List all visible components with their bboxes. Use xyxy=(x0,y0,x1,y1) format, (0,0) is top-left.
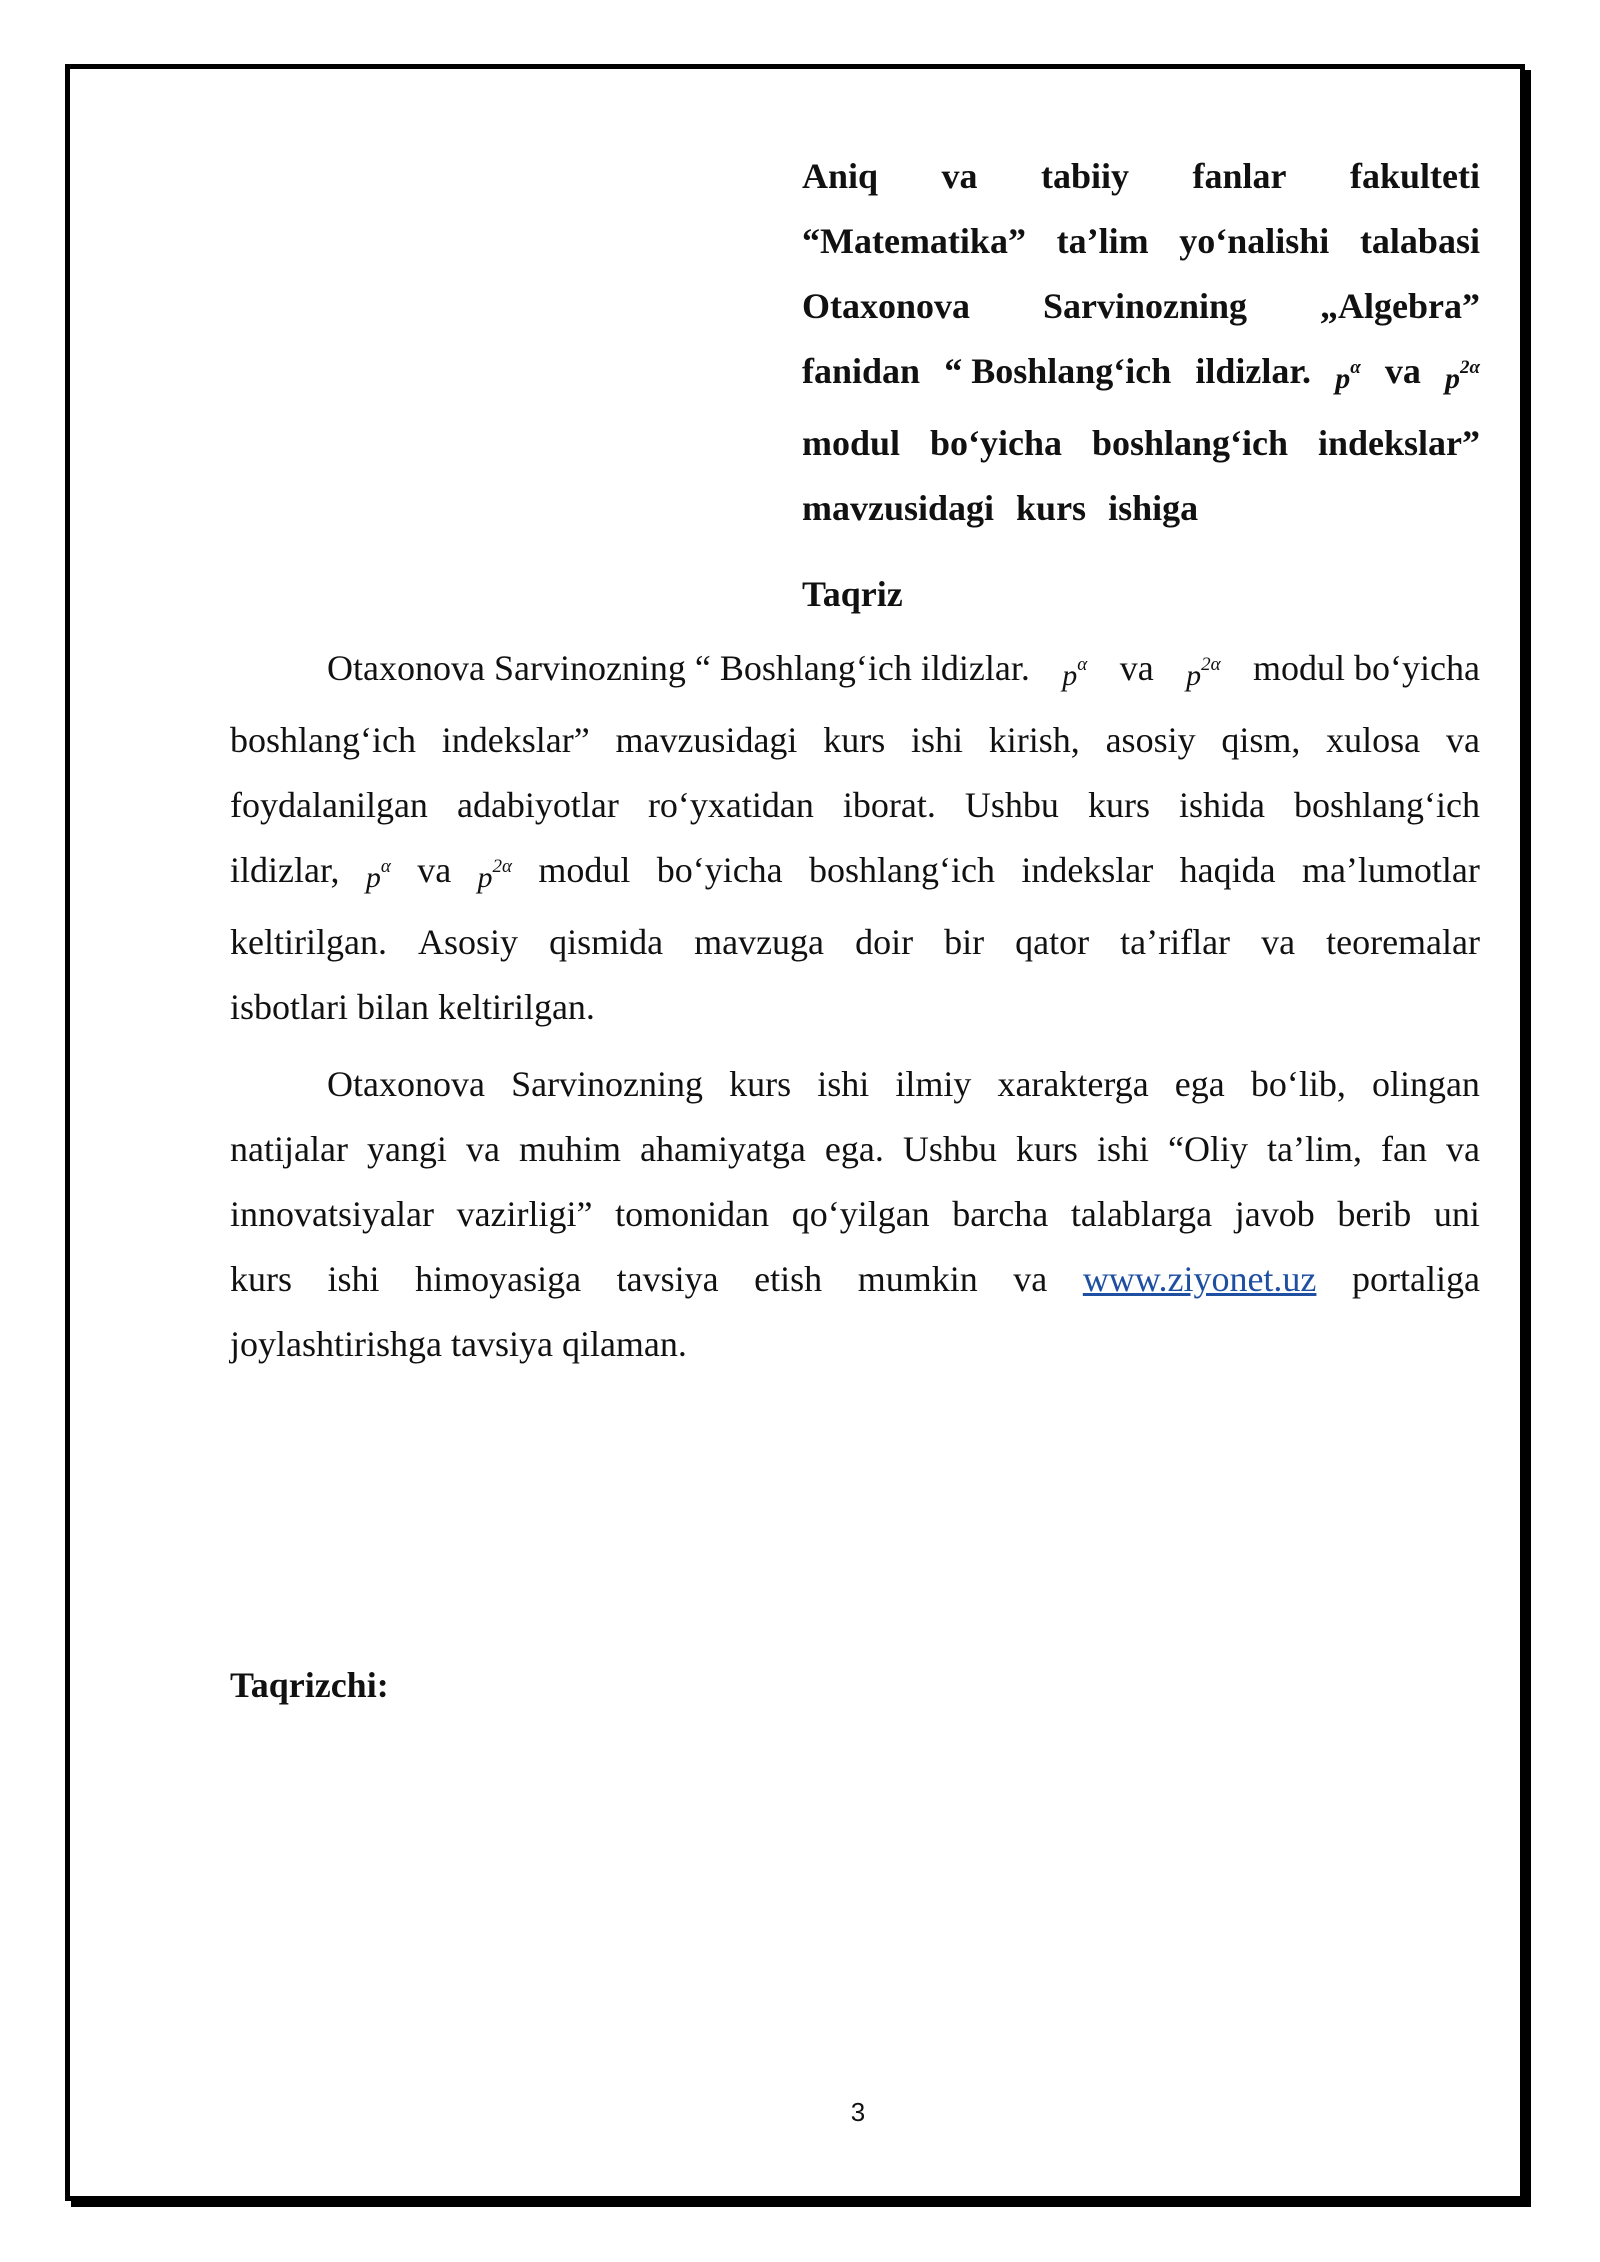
word: vazirligi” xyxy=(456,1194,593,1234)
word: kurs xyxy=(823,720,886,760)
word: qator xyxy=(1015,922,1090,962)
word: iborat. xyxy=(842,785,936,825)
word: ishi xyxy=(910,720,963,760)
word: etish xyxy=(754,1259,823,1299)
math-p-2alpha: $p^{2\alpha}$ xyxy=(477,856,512,894)
word: kurs xyxy=(729,1064,792,1104)
word: ro‘yxatidan xyxy=(647,785,814,825)
word: qism, xyxy=(1221,720,1301,760)
word: asosiy xyxy=(1105,720,1196,760)
word: innovatsiyalar xyxy=(230,1194,434,1234)
word: kurs xyxy=(1087,785,1150,825)
heading-line xyxy=(802,274,1480,339)
word: modul xyxy=(802,423,901,463)
word: boshlang‘ich xyxy=(1091,423,1289,463)
word: keltirilgan. xyxy=(230,922,387,962)
word: teoremalar xyxy=(1326,922,1480,962)
word: tomonidan xyxy=(615,1194,770,1234)
word: ahamiyatga xyxy=(639,1129,806,1169)
paragraph-2 xyxy=(230,1052,1480,1377)
math-p-2alpha: $p^{2\alpha}$ xyxy=(1186,654,1221,692)
word: kirish, xyxy=(988,720,1080,760)
word: Aniq xyxy=(802,156,879,196)
paragraph-line xyxy=(230,1247,1480,1312)
heading-line xyxy=(802,339,1480,411)
word: tabiiy xyxy=(1041,156,1130,196)
word: ta’riflar xyxy=(1120,922,1231,962)
word: doir xyxy=(855,922,914,962)
word: ishi xyxy=(327,1259,380,1299)
word: talablarga xyxy=(1070,1194,1213,1234)
paragraph-line: Otaxonova Sarvinozning “ Boshlang‘ich ildizlar. $p^\alpha$ va $p^{2\alpha}$ modul bo‘yicha xyxy=(230,636,1480,708)
word: yo‘nalishi xyxy=(1179,221,1330,261)
paragraph-line xyxy=(230,708,1480,773)
word: boshlang‘ich xyxy=(809,850,995,890)
word: fanlar xyxy=(1192,156,1287,196)
heading-word: ildizlar. xyxy=(1195,351,1312,391)
word: mumkin xyxy=(857,1259,978,1299)
word: “Matematika” xyxy=(802,221,1026,261)
heading-line xyxy=(802,476,1480,541)
word: haqida xyxy=(1179,850,1276,890)
heading-line xyxy=(802,144,1480,209)
heading-word: “ Boshlang‘ich xyxy=(944,351,1172,391)
word: portaliga xyxy=(1351,1259,1480,1299)
word: mavzuga xyxy=(694,922,825,962)
review-title: Taqriz xyxy=(802,574,903,614)
word: ta’lim, xyxy=(1266,1129,1362,1169)
word: Asosiy xyxy=(418,922,519,962)
word: kurs xyxy=(1015,1129,1078,1169)
heading-word: va xyxy=(1384,351,1421,391)
word: indekslar xyxy=(1021,850,1154,890)
word: berib xyxy=(1337,1194,1412,1234)
paragraph-line xyxy=(230,773,1480,838)
ziyonet-link[interactable]: www.ziyonet.uz xyxy=(1082,1259,1317,1299)
word: „Algebra” xyxy=(1320,286,1480,326)
heading-word: fanidan xyxy=(802,351,921,391)
word: kurs xyxy=(1016,488,1087,528)
heading-line xyxy=(802,411,1480,476)
word: indekslar” xyxy=(441,720,590,760)
paragraph-line xyxy=(230,1052,1480,1117)
math-p-alpha: $p^\alpha$ xyxy=(1335,357,1361,395)
word: kurs xyxy=(230,1259,292,1299)
word: barcha xyxy=(952,1194,1049,1234)
word: fan xyxy=(1380,1129,1427,1169)
word: va xyxy=(1261,922,1296,962)
word: ishiga xyxy=(1108,488,1199,528)
word: yangi xyxy=(366,1129,447,1169)
math-p-alpha: $p^\alpha$ xyxy=(365,856,391,894)
word: qismida xyxy=(549,922,664,962)
paragraph-line xyxy=(230,1182,1480,1247)
word: Otaxonova xyxy=(327,1064,485,1104)
word: ilmiy xyxy=(895,1064,972,1104)
word: Ushbu xyxy=(902,1129,997,1169)
word: Sarvinozning xyxy=(1042,286,1248,326)
word: mavzusidagi xyxy=(802,488,995,528)
paragraph-line xyxy=(230,1117,1480,1182)
paragraph-1 xyxy=(230,636,1480,1040)
paragraph-line: ildizlar, $p^\alpha$ va $p^{2\alpha}$ modul bo‘yicha boshlang‘ich indekslar haqida ma’lumotlar xyxy=(230,838,1480,910)
word: bo‘yicha xyxy=(656,850,783,890)
word: qo‘yilgan xyxy=(791,1194,930,1234)
word: javob xyxy=(1234,1194,1315,1234)
word: xulosa xyxy=(1326,720,1421,760)
word: modul xyxy=(538,850,631,890)
heading-line xyxy=(802,209,1480,274)
word: ishi xyxy=(1096,1129,1149,1169)
word: uni xyxy=(1433,1194,1480,1234)
word: Sarvinozning xyxy=(511,1064,704,1104)
paragraph-line xyxy=(230,910,1480,975)
word: va xyxy=(465,1129,500,1169)
word: ega. xyxy=(824,1129,884,1169)
word: boshlang‘ich xyxy=(1294,785,1480,825)
word: foydalanilgan xyxy=(230,785,428,825)
word: adabiyotlar xyxy=(456,785,619,825)
word: va xyxy=(941,156,978,196)
word: Ushbu xyxy=(964,785,1059,825)
word: ishi xyxy=(817,1064,870,1104)
word: bir xyxy=(944,922,985,962)
paragraph-line: joylashtirishga tavsiya qilaman. xyxy=(230,1324,687,1364)
page-number: 3 xyxy=(850,2097,866,2127)
word: tavsiya xyxy=(616,1259,719,1299)
math-p-2alpha: $p^{2\alpha}$ xyxy=(1444,357,1480,395)
word: himoyasiga xyxy=(415,1259,582,1299)
word: natijalar xyxy=(230,1129,348,1169)
word: mavzusidagi xyxy=(615,720,798,760)
word: bo‘yicha xyxy=(929,423,1062,463)
word: talabasi xyxy=(1359,221,1480,261)
word: va xyxy=(1445,1129,1480,1169)
word: indekslar” xyxy=(1317,423,1480,463)
word: “Oliy xyxy=(1167,1129,1248,1169)
word: olingan xyxy=(1371,1064,1480,1104)
word: ta’lim xyxy=(1056,221,1149,261)
math-p-alpha: $p^\alpha$ xyxy=(1062,654,1088,692)
word: muhim xyxy=(518,1129,621,1169)
word: fakulteti xyxy=(1350,156,1480,196)
word: Otaxonova xyxy=(802,286,971,326)
word: bo‘lib, xyxy=(1250,1064,1346,1104)
word: va xyxy=(1013,1259,1048,1299)
word: ishida xyxy=(1179,785,1265,825)
paragraph-line: isbotlari bilan keltirilgan. xyxy=(230,987,595,1027)
reviewer-label: Taqrizchi: xyxy=(230,1665,389,1705)
document-heading xyxy=(802,144,1480,541)
word: va xyxy=(1445,720,1480,760)
word: ma’lumotlar xyxy=(1301,850,1480,890)
word: xarakterga xyxy=(997,1064,1149,1104)
word: ega xyxy=(1174,1064,1225,1104)
word: boshlang‘ich xyxy=(230,720,416,760)
